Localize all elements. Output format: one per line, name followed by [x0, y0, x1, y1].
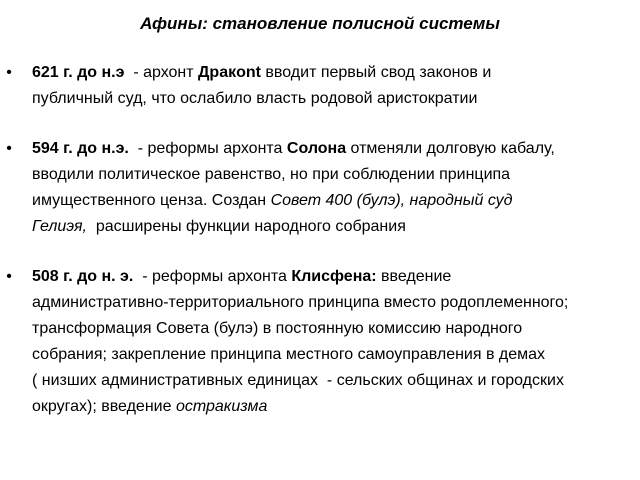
text-line — [32, 342, 636, 368]
text-line — [32, 136, 636, 162]
list-item — [0, 60, 640, 112]
bullet-icon: • — [6, 64, 12, 81]
text-line — [32, 368, 636, 394]
text-run: - архонт — [124, 64, 199, 81]
text-line — [32, 290, 636, 316]
italic-text: остракизма — [175, 398, 268, 415]
text-run: вводит первый свод законов и — [260, 64, 492, 81]
text-run: отменяли долговую кабалу, — [346, 140, 555, 157]
bold-text: 621 г. до н.э — [32, 64, 125, 81]
text-run: вводили политическое равенство, но при соблюдении принципа — [32, 166, 511, 183]
bold-text: 594 г. до н.э. — [32, 140, 129, 157]
bold-text: 508 г. до н. э. — [32, 268, 134, 285]
text-run: имущественного ценза. Создан — [32, 192, 271, 209]
text-run: расширены функции народного собрания — [86, 218, 406, 235]
text-run: округах); введение — [32, 398, 176, 415]
reform-list — [0, 60, 640, 420]
text-line — [32, 394, 636, 420]
list-item — [0, 136, 640, 240]
italic-text: Совет 400 (булэ), народный суд — [270, 192, 513, 209]
text-run: административно-территориального принципа вместо родоплеменного; — [32, 294, 569, 311]
text-line — [32, 264, 636, 290]
text-line — [32, 316, 636, 342]
text-run: - реформы архонта — [128, 140, 287, 157]
text-run: собрания; закрепление принципа местного самоуправления в демах — [32, 346, 546, 363]
bold-text: Клисфена: — [291, 268, 377, 285]
text-run: введение — [376, 268, 452, 285]
text-run: трансформация Совета (булэ) в постоянную комиссию народного — [32, 320, 523, 337]
bullet-icon: • — [6, 268, 12, 285]
slide-title: Афины: становление полисной системы — [140, 14, 500, 33]
text-line — [32, 60, 636, 86]
text-run: ( низших административных единицах - сельских общинах и городских — [32, 372, 564, 389]
text-line — [32, 162, 636, 188]
bold-text: Дракont — [198, 64, 261, 81]
italic-text: Гелиэя, — [32, 218, 87, 235]
text-run: публичный суд, что ослабило власть родовой аристократии — [32, 90, 478, 107]
text-line — [32, 214, 636, 240]
bullet-icon: • — [6, 140, 12, 157]
text-run: - реформы архонта — [133, 268, 292, 285]
bold-text: Солона — [286, 140, 347, 157]
text-line — [32, 188, 636, 214]
list-item — [0, 264, 640, 420]
text-line — [32, 86, 636, 112]
